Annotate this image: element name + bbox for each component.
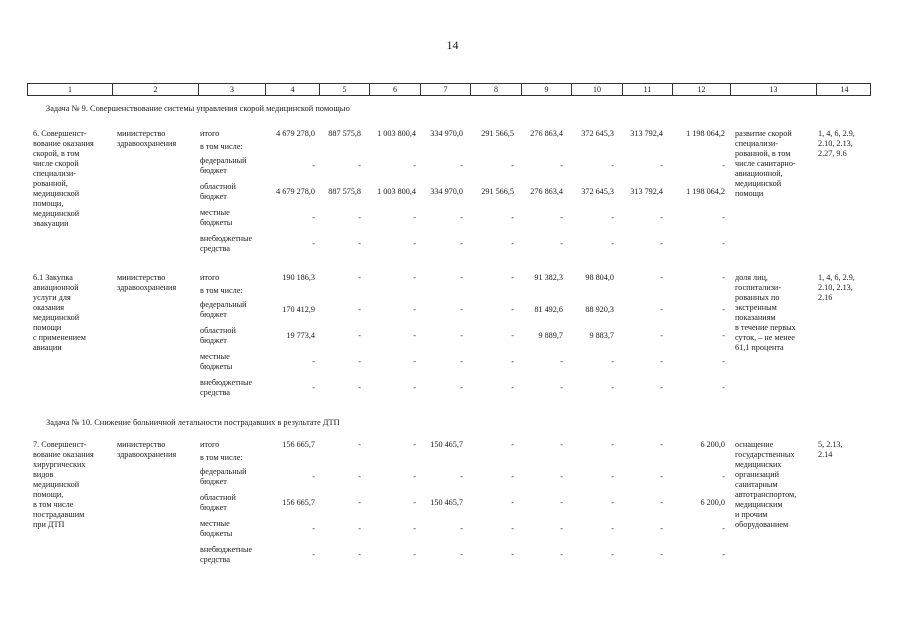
task-10-heading: Задача № 10. Снижение больничной летальности пострадавших в результате ДТП — [46, 418, 340, 427]
amount-cell: - — [413, 273, 416, 282]
amount-cell: 9 883,7 — [589, 331, 614, 340]
amount-cell: 98 804,0 — [585, 273, 614, 282]
amount-cell: - — [611, 161, 614, 170]
amount-cell: 190 186,3 — [282, 273, 315, 282]
activity-name: с применением — [33, 333, 86, 342]
amount-cell: 150 465,7 — [430, 498, 463, 507]
funding-source-label: областной — [200, 182, 236, 191]
amount-cell: - — [413, 440, 416, 449]
activity-name: рованной, — [33, 179, 68, 188]
target-indicator: госпитализи- — [735, 283, 782, 292]
executor: министерство — [117, 273, 166, 282]
activity-name: медицинской — [33, 313, 80, 322]
amount-cell: - — [413, 472, 416, 481]
amount-cell: - — [358, 440, 361, 449]
amount-cell: - — [560, 161, 563, 170]
activity-name: в том числе — [33, 500, 74, 509]
amount-cell: 1 003 800,4 — [377, 187, 416, 196]
amount-cell: - — [511, 498, 514, 507]
amount-cell: 88 920,3 — [585, 305, 614, 314]
target-indicator: авиационной, — [735, 169, 783, 178]
amount-cell: - — [560, 524, 563, 533]
header-col-14: 14 — [840, 85, 849, 94]
amount-cell: - — [460, 239, 463, 248]
target-indicator: государственных — [735, 450, 795, 459]
funding-source-label: итого — [200, 273, 220, 282]
funding-source-label: бюджет — [200, 192, 227, 201]
amount-cell: - — [460, 305, 463, 314]
target-indicator: развитие скорой — [735, 129, 792, 138]
amount-cell: 19 773,4 — [286, 331, 315, 340]
amount-cell: - — [611, 440, 614, 449]
amount-cell: - — [560, 550, 563, 559]
funding-source-label: внебюджетные — [200, 234, 253, 243]
amount-cell: 313 792,4 — [630, 187, 663, 196]
amount-cell: - — [312, 239, 315, 248]
activity-name: хирургических — [33, 460, 86, 469]
amount-cell: 6 200,0 — [700, 440, 725, 449]
amount-cell: 81 492,6 — [534, 305, 563, 314]
target-indicator: рованной, в том — [735, 149, 791, 158]
amount-cell: - — [358, 239, 361, 248]
amount-cell: - — [611, 357, 614, 366]
target-indicator: суток, – не менее — [735, 333, 795, 342]
amount-cell: - — [460, 273, 463, 282]
funding-source-label: местные — [200, 519, 230, 528]
amount-cell: 334 970,0 — [430, 187, 463, 196]
amount-cell: - — [722, 273, 725, 282]
target-indicator: оснащение — [735, 440, 774, 449]
amount-cell: - — [358, 273, 361, 282]
amount-cell: 91 382,3 — [534, 273, 563, 282]
amount-cell: 4 679 278,0 — [276, 129, 315, 138]
target-indicator: доля лиц, — [735, 273, 768, 282]
amount-cell: - — [358, 305, 361, 314]
funding-source-label: внебюджетные — [200, 545, 253, 554]
activity-name: видов — [33, 470, 54, 479]
activity-name: эвакуации — [33, 219, 69, 228]
executor: здравоохранения — [117, 283, 177, 292]
amount-cell: - — [560, 239, 563, 248]
amount-cell: 291 566,5 — [481, 129, 514, 138]
amount-cell: - — [511, 239, 514, 248]
activity-name: 6. Совершенст- — [33, 129, 87, 138]
amount-cell: - — [413, 550, 416, 559]
activity-name: авиационной — [33, 283, 79, 292]
amount-cell: - — [511, 213, 514, 222]
amount-cell: - — [722, 331, 725, 340]
target-indicator: оборудованием — [735, 520, 789, 529]
funding-source-label: в том числе: — [200, 286, 243, 295]
amount-cell: - — [413, 305, 416, 314]
funding-source-label: федеральный — [200, 156, 247, 165]
target-indicator: числе санитарно- — [735, 159, 796, 168]
indicator-refs: 2.10, 2.13, — [818, 139, 853, 148]
funding-source-label: средства — [200, 555, 231, 564]
funding-source-label: областной — [200, 493, 236, 502]
amount-cell: - — [358, 550, 361, 559]
amount-cell: - — [722, 161, 725, 170]
amount-cell: 276 863,4 — [530, 129, 563, 138]
amount-cell: - — [413, 524, 416, 533]
activity-name: оказания — [33, 303, 64, 312]
amount-cell: - — [660, 213, 663, 222]
target-indicator: организаций — [735, 470, 779, 479]
amount-cell: - — [312, 550, 315, 559]
funding-source-label: бюджет — [200, 310, 227, 319]
header-col-8: 8 — [471, 84, 522, 95]
amount-cell: - — [511, 383, 514, 392]
target-indicator: санитарным — [735, 480, 778, 489]
amount-cell: 276 863,4 — [530, 187, 563, 196]
amount-cell: - — [358, 498, 361, 507]
amount-cell: - — [660, 383, 663, 392]
amount-cell: - — [660, 239, 663, 248]
page-number: 14 — [446, 38, 459, 52]
header-col-3: 3 — [199, 84, 266, 95]
amount-cell: - — [611, 239, 614, 248]
target-indicator: экстренным — [735, 303, 777, 312]
amount-cell: 372 645,3 — [581, 129, 614, 138]
target-indicator: в течение первых — [735, 323, 796, 332]
indicator-refs: 1, 4, 6, 2.9, — [818, 129, 855, 138]
funding-source-label: местные — [200, 352, 230, 361]
target-indicator: специализи- — [735, 139, 778, 148]
amount-cell: - — [511, 550, 514, 559]
amount-cell: 1 198 064,2 — [686, 129, 725, 138]
header-col-9: 9 — [522, 84, 572, 95]
funding-source-label: бюджет — [200, 166, 227, 175]
amount-cell: 291 566,5 — [481, 187, 514, 196]
amount-cell: - — [660, 440, 663, 449]
activity-name: пострадавшим — [33, 510, 85, 519]
amount-cell: - — [722, 357, 725, 366]
amount-cell: - — [511, 161, 514, 170]
amount-cell: - — [358, 213, 361, 222]
header-col-1: 1 — [28, 84, 113, 95]
funding-source-label: в том числе: — [200, 142, 243, 151]
amount-cell: - — [358, 161, 361, 170]
amount-cell: - — [611, 383, 614, 392]
amount-cell: 1 198 064,2 — [686, 187, 725, 196]
amount-cell: - — [358, 383, 361, 392]
amount-cell: - — [312, 357, 315, 366]
header-col-2: 2 — [113, 84, 199, 95]
amount-cell: 156 665,7 — [282, 440, 315, 449]
header-col-13: 13 — [731, 84, 817, 95]
amount-cell: - — [312, 213, 315, 222]
indicator-refs: 5, 2.13, — [818, 440, 843, 449]
header-col-10: 10 — [572, 84, 623, 95]
amount-cell: - — [560, 498, 563, 507]
amount-cell: - — [511, 472, 514, 481]
amount-cell: - — [460, 383, 463, 392]
amount-cell: - — [660, 357, 663, 366]
amount-cell: - — [611, 498, 614, 507]
amount-cell: 150 465,7 — [430, 440, 463, 449]
target-indicator: медицинской — [735, 179, 782, 188]
amount-cell: - — [660, 331, 663, 340]
amount-cell: - — [722, 524, 725, 533]
activity-name: числе скорой — [33, 159, 79, 168]
amount-cell: - — [511, 524, 514, 533]
amount-cell: 334 970,0 — [430, 129, 463, 138]
amount-cell: - — [413, 357, 416, 366]
funding-source-label: внебюджетные — [200, 378, 253, 387]
amount-cell: 887 575,8 — [328, 129, 361, 138]
amount-cell: - — [611, 550, 614, 559]
funding-source-label: итого — [200, 129, 220, 138]
activity-name: помощи, — [33, 199, 64, 208]
amount-cell: - — [413, 498, 416, 507]
amount-cell: - — [722, 239, 725, 248]
amount-cell: - — [460, 550, 463, 559]
target-indicator: 61,1 процента — [735, 343, 784, 352]
amount-cell: - — [358, 331, 361, 340]
task-9-heading: Задача № 9. Совершенствование системы управления скорой медицинской помощью — [46, 104, 350, 113]
amount-cell: - — [560, 440, 563, 449]
target-indicator: медицинским — [735, 500, 783, 509]
target-indicator: показаниям — [735, 313, 776, 322]
amount-cell: - — [312, 161, 315, 170]
funding-source-label: областной — [200, 326, 236, 335]
funding-source-label: федеральный — [200, 467, 247, 476]
activity-name: медицинской — [33, 189, 80, 198]
funding-source-label: в том числе: — [200, 453, 243, 462]
amount-cell: - — [413, 161, 416, 170]
amount-cell: - — [312, 383, 315, 392]
header-col-4: 4 — [266, 84, 320, 95]
amount-cell: - — [660, 498, 663, 507]
amount-cell: - — [722, 213, 725, 222]
amount-cell: - — [611, 524, 614, 533]
activity-name: медицинской — [33, 209, 80, 218]
funding-source-label: средства — [200, 388, 231, 397]
amount-cell: - — [358, 472, 361, 481]
amount-cell: - — [722, 305, 725, 314]
funding-source-label: местные — [200, 208, 230, 217]
amount-cell: - — [460, 524, 463, 533]
amount-cell: - — [722, 550, 725, 559]
funding-source-label: бюджет — [200, 336, 227, 345]
header-col-5: 5 — [320, 84, 370, 95]
amount-cell: - — [722, 472, 725, 481]
column-number-header — [27, 83, 871, 96]
amount-cell: - — [511, 273, 514, 282]
activity-name: помощи — [33, 323, 62, 332]
header-col-11: 11 — [623, 84, 673, 95]
target-indicator: помощи — [735, 189, 764, 198]
activity-name: вование оказания — [33, 450, 94, 459]
funding-source-label: бюджет — [200, 477, 227, 486]
amount-cell: - — [560, 472, 563, 481]
amount-cell: - — [660, 550, 663, 559]
activity-name: 7. Совершенст- — [33, 440, 87, 449]
amount-cell: 6 200,0 — [700, 498, 725, 507]
indicator-refs: 2.14 — [818, 450, 833, 459]
amount-cell: 156 665,7 — [282, 498, 315, 507]
header-col-6: 6 — [370, 84, 421, 95]
amount-cell: - — [722, 383, 725, 392]
amount-cell: - — [511, 357, 514, 366]
executor: министерство — [117, 129, 166, 138]
amount-cell: - — [312, 472, 315, 481]
header-col-12: 12 — [673, 84, 731, 95]
amount-cell: - — [413, 331, 416, 340]
funding-source-label: бюджеты — [200, 218, 233, 227]
funding-source-label: бюджеты — [200, 362, 233, 371]
target-indicator: автотранспортом, — [735, 490, 797, 499]
amount-cell: - — [660, 273, 663, 282]
amount-cell: - — [358, 524, 361, 533]
activity-name: при ДТП — [33, 520, 65, 529]
executor: здравоохранения — [117, 450, 177, 459]
target-indicator: и прочим — [735, 510, 768, 519]
amount-cell: - — [413, 239, 416, 248]
amount-cell: - — [560, 213, 563, 222]
amount-cell: - — [611, 213, 614, 222]
activity-name: авиации — [33, 343, 62, 352]
amount-cell: - — [560, 383, 563, 392]
activity-name: скорой, в том — [33, 149, 80, 158]
target-indicator: медицинских — [735, 460, 782, 469]
activity-name: услуги для — [33, 293, 71, 302]
funding-source-label: бюджеты — [200, 529, 233, 538]
indicator-refs: 2.16 — [818, 293, 833, 302]
amount-cell: - — [660, 161, 663, 170]
amount-cell: 1 003 800,4 — [377, 129, 416, 138]
amount-cell: - — [611, 472, 614, 481]
executor: здравоохранения — [117, 139, 177, 148]
amount-cell: - — [460, 357, 463, 366]
funding-source-label: бюджет — [200, 503, 227, 512]
amount-cell: - — [511, 305, 514, 314]
target-indicator: рованных по — [735, 293, 780, 302]
activity-name: помощи, — [33, 490, 64, 499]
header-col-7: 7 — [421, 84, 471, 95]
funding-source-label: средства — [200, 244, 231, 253]
amount-cell: - — [460, 331, 463, 340]
amount-cell: - — [460, 161, 463, 170]
indicator-refs: 2.10, 2.13, — [818, 283, 853, 292]
amount-cell: - — [511, 331, 514, 340]
amount-cell: - — [460, 213, 463, 222]
amount-cell: 4 679 278,0 — [276, 187, 315, 196]
amount-cell: 9 889,7 — [538, 331, 563, 340]
funding-source-label: итого — [200, 440, 220, 449]
indicator-refs: 2.27, 9.6 — [818, 149, 847, 158]
activity-name: вование оказания — [33, 139, 94, 148]
amount-cell: 887 575,8 — [328, 187, 361, 196]
amount-cell: - — [413, 383, 416, 392]
indicator-refs: 1, 4, 6, 2.9, — [818, 273, 855, 282]
activity-name: специализи- — [33, 169, 76, 178]
executor: министерство — [117, 440, 166, 449]
amount-cell: - — [660, 524, 663, 533]
amount-cell: - — [358, 357, 361, 366]
amount-cell: - — [460, 472, 463, 481]
amount-cell: - — [560, 357, 563, 366]
amount-cell: - — [660, 472, 663, 481]
activity-name: медицинской — [33, 480, 80, 489]
amount-cell: 372 645,3 — [581, 187, 614, 196]
amount-cell: - — [511, 440, 514, 449]
amount-cell: - — [413, 213, 416, 222]
activity-name: 6.1 Закупка — [33, 273, 73, 282]
amount-cell: 313 792,4 — [630, 129, 663, 138]
amount-cell: 170 412,9 — [282, 305, 315, 314]
amount-cell: - — [312, 524, 315, 533]
funding-source-label: федеральный — [200, 300, 247, 309]
amount-cell: - — [660, 305, 663, 314]
